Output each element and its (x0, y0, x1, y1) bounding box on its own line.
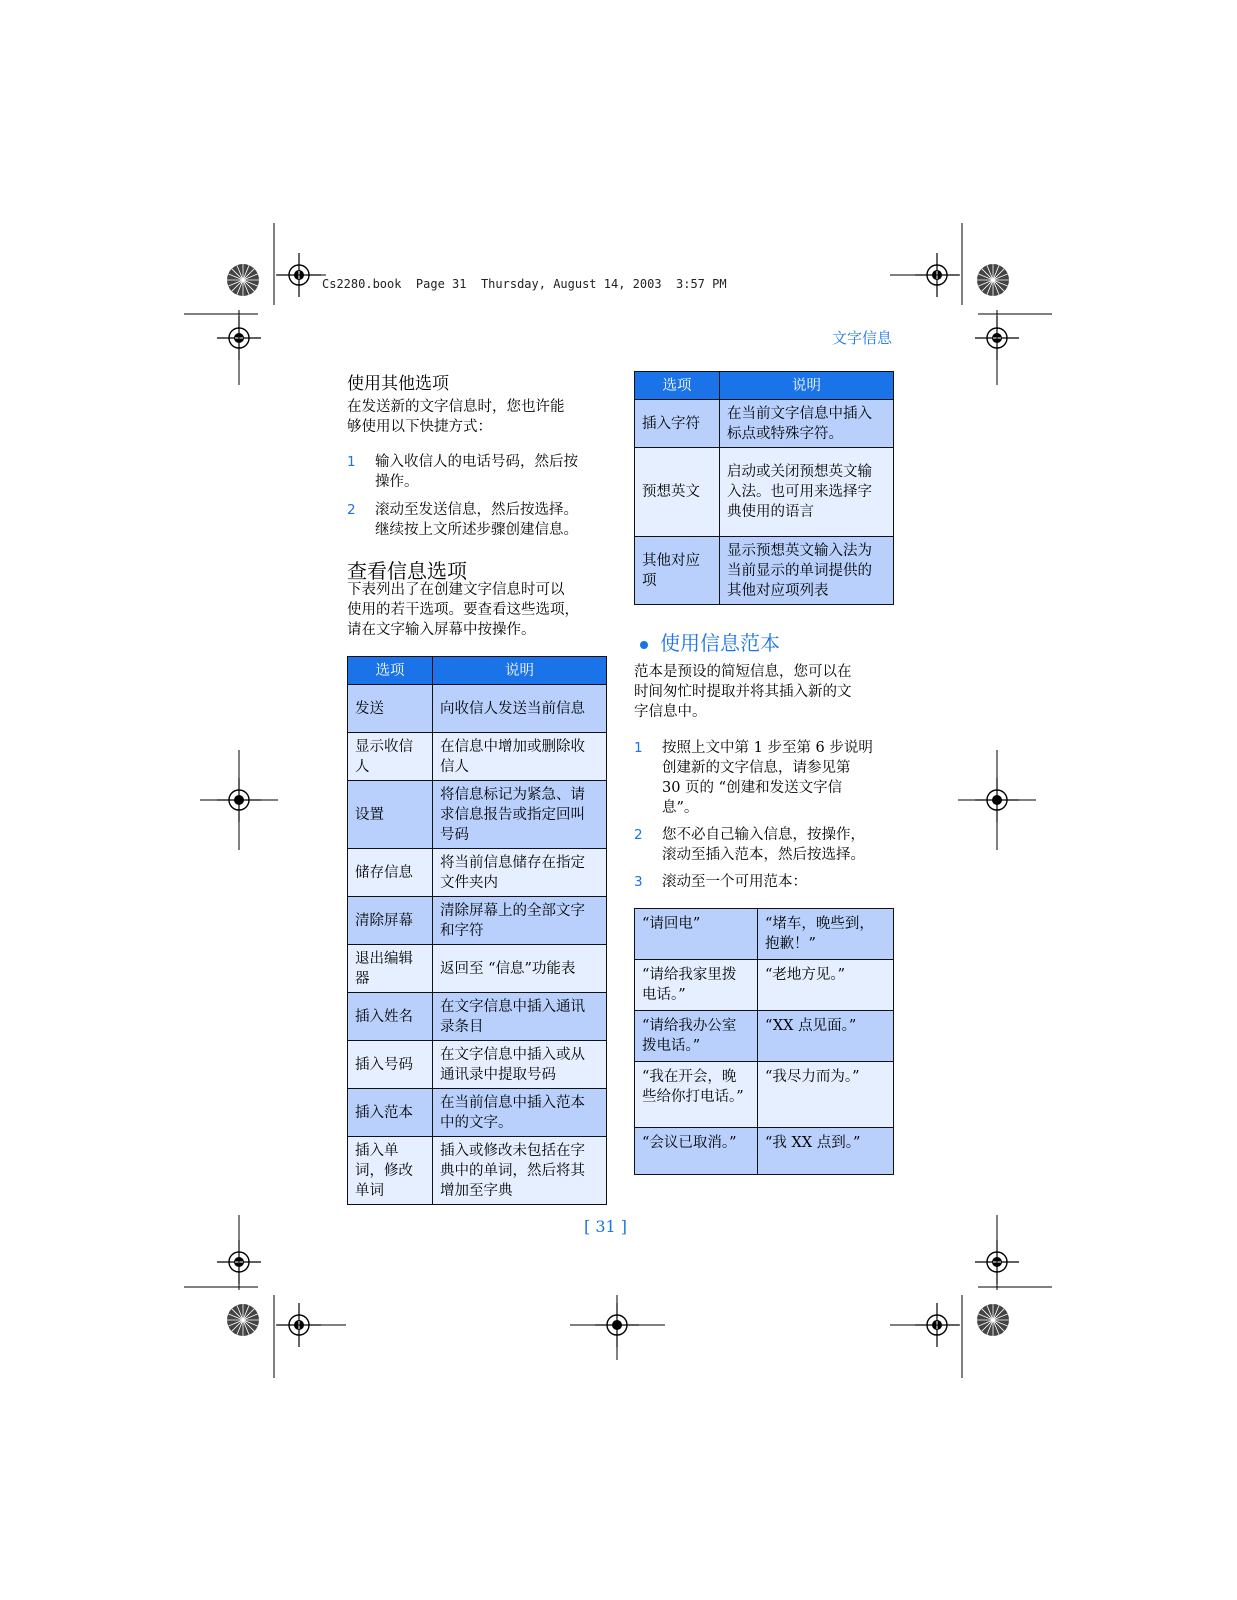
option-cell: 发送 (348, 685, 433, 733)
table-row (635, 909, 894, 960)
option-cell: 退出编辑器 (348, 945, 433, 993)
table-header-description: 说明 (720, 372, 894, 400)
option-cell: 插入单词，修改单词 (348, 1137, 433, 1205)
template-cell[interactable]: “我 XX 点到。” (758, 1128, 894, 1175)
template-cell[interactable]: “请给我家里拨电话。” (635, 960, 758, 1011)
intro-line: 请在文字输入屏幕中按操作。 (347, 622, 536, 638)
step-line: 按照上文中第 1 步至第 6 步说明 (662, 740, 873, 756)
step-number: 3 (634, 874, 643, 890)
step-line: 输入收信人的电话号码，然后按 (375, 454, 578, 470)
table-row (348, 945, 607, 993)
step-number: 2 (347, 502, 356, 518)
table-row (348, 1137, 607, 1205)
description-cell: 将信息标记为紧急、请求信息报告或指定回叫号码 (433, 781, 607, 849)
step-line: 滚动至插入范本，然后按选择。 (662, 847, 865, 863)
template-cell[interactable]: “XX 点见面。” (758, 1011, 894, 1062)
step-line: 创建新的文字信息，请参见第 (662, 760, 851, 776)
intro-line: 字信息中。 (634, 704, 707, 720)
section-title-templates (640, 627, 780, 656)
table-row (635, 1011, 894, 1062)
description-cell: 在文字信息中插入或从通讯录中提取号码 (433, 1041, 607, 1089)
template-cell[interactable]: “堵车，晚些到，抱歉！” (758, 909, 894, 960)
template-cell[interactable]: “请给我办公室拨电话。” (635, 1011, 758, 1062)
step-line: 继续按上文所述步骤创建信息。 (375, 522, 578, 538)
option-cell: 插入范本 (348, 1089, 433, 1137)
section-title-text: 使用信息范本 (660, 631, 780, 655)
step-number: 2 (634, 827, 643, 843)
intro-line: 范本是预设的简短信息，您可以在 (634, 664, 852, 680)
table-row (635, 1128, 894, 1175)
section1-intro (347, 397, 607, 437)
option-cell: 插入字符 (635, 400, 720, 448)
table-row (635, 400, 894, 448)
list-item (347, 500, 617, 544)
running-head: 文字信息 (831, 329, 892, 347)
table-row (635, 960, 894, 1011)
option-cell: 储存信息 (348, 849, 433, 897)
table-header-option: 选项 (635, 372, 720, 400)
option-cell: 其他对应项 (635, 537, 720, 605)
option-cell: 插入号码 (348, 1041, 433, 1089)
step-line: 滚动至发送信息，然后按选择。 (375, 502, 578, 518)
option-cell: 插入姓名 (348, 993, 433, 1041)
template-cell[interactable]: “我尽力而为。” (758, 1062, 894, 1128)
step-line: 息”。 (662, 800, 699, 816)
option-cell: 清除屏幕 (348, 897, 433, 945)
section3-intro (634, 662, 899, 722)
step-number: 1 (634, 740, 643, 756)
description-cell: 启动或关闭预想英文输入法。也可用来选择字典使用的语言 (720, 448, 894, 537)
table-row (348, 897, 607, 945)
section2-intro (347, 580, 612, 640)
templates-table (634, 908, 894, 1175)
bullet-icon (640, 641, 648, 649)
option-cell: 设置 (348, 781, 433, 849)
description-cell: 在当前文字信息中插入标点或特殊字符。 (720, 400, 894, 448)
input-options-table (634, 371, 894, 605)
template-cell[interactable]: “会议已取消。” (635, 1128, 758, 1175)
table-row (348, 849, 607, 897)
template-cell[interactable]: “请回电” (635, 909, 758, 960)
table-row (635, 1062, 894, 1128)
description-cell: 在文字信息中插入通讯录条目 (433, 993, 607, 1041)
list-item (634, 825, 904, 869)
intro-line: 使用的若干选项。要查看这些选项， (347, 602, 579, 618)
intro-line: 下表列出了在创建文字信息时可以 (347, 582, 565, 598)
print-header: Cs2280.book Page 31 Thursday, August 14, 2003 3:57 PM (322, 277, 727, 291)
description-cell: 插入或修改未包括在字典中的单词，然后将其增加至字典 (433, 1137, 607, 1205)
step-line: 您不必自己输入信息，按操作， (662, 827, 865, 843)
table-row (348, 1089, 607, 1137)
table-row (635, 537, 894, 605)
step-number: 1 (347, 454, 356, 470)
step-line: 滚动至一个可用范本： (662, 874, 807, 890)
table-row (348, 733, 607, 781)
description-cell: 显示预想英文输入法为当前显示的单词提供的其他对应项列表 (720, 537, 894, 605)
table-row (348, 685, 607, 733)
table-header-option: 选项 (348, 657, 433, 685)
list-item (634, 738, 904, 822)
table-row (348, 993, 607, 1041)
template-cell[interactable]: “老地方见。” (758, 960, 894, 1011)
description-cell: 清除屏幕上的全部文字和字符 (433, 897, 607, 945)
table-header-description: 说明 (433, 657, 607, 685)
description-cell: 向收信人发送当前信息 (433, 685, 607, 733)
table-row (348, 781, 607, 849)
section-title-view-options: 查看信息选项 (347, 559, 467, 583)
section-title-other-options: 使用其他选项 (347, 374, 449, 394)
intro-line: 够使用以下快捷方式： (347, 419, 492, 435)
description-cell: 在信息中增加或删除收信人 (433, 733, 607, 781)
step-line: 操作。 (375, 474, 419, 490)
list-item (347, 452, 617, 496)
description-cell: 在当前信息中插入范本中的文字。 (433, 1089, 607, 1137)
message-options-table (347, 656, 607, 1205)
option-cell: 预想英文 (635, 448, 720, 537)
intro-line: 时间匆忙时提取并将其插入新的文 (634, 684, 852, 700)
table-row (348, 1041, 607, 1089)
page-number: [ 31 ] (584, 1217, 628, 1236)
description-cell: 返回至 “信息”功能表 (433, 945, 607, 993)
description-cell: 将当前信息储存在指定文件夹内 (433, 849, 607, 897)
table-row (635, 448, 894, 537)
intro-line: 在发送新的文字信息时，您也许能 (347, 399, 565, 415)
step-line: 30 页的 “创建和发送文字信 (662, 780, 843, 796)
template-cell[interactable]: “我在开会，晚些给你打电话。” (635, 1062, 758, 1128)
list-item (634, 872, 904, 894)
option-cell: 显示收信人 (348, 733, 433, 781)
